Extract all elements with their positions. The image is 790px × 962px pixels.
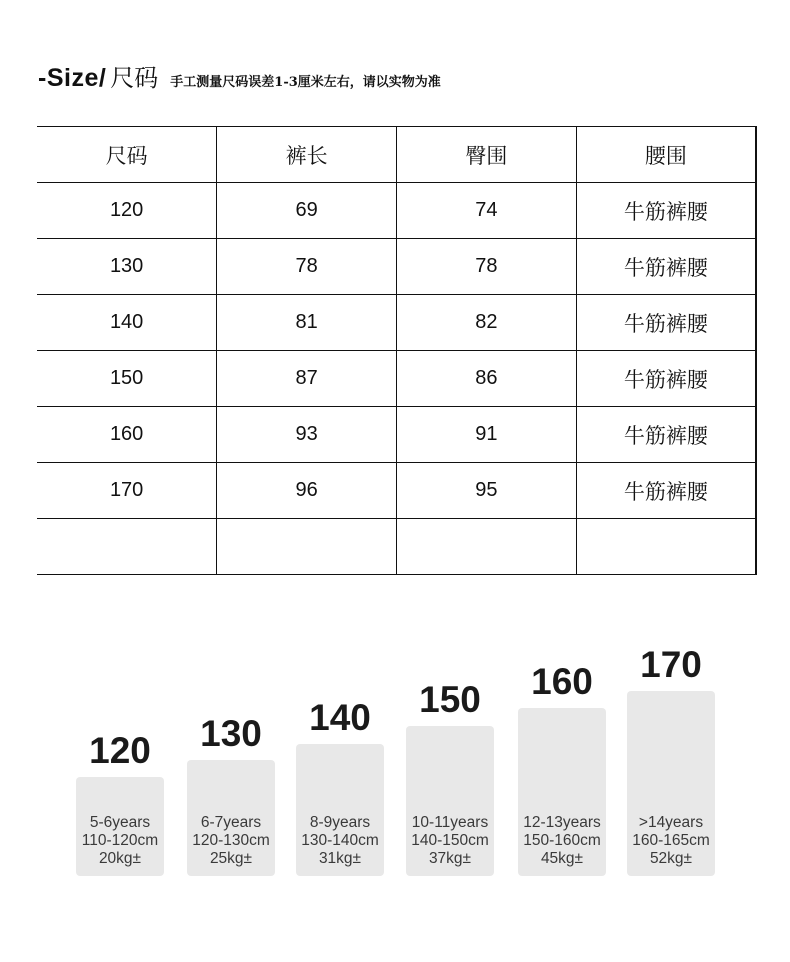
cell-hip: 74 bbox=[397, 183, 577, 239]
size-guide-weight: 45kg± bbox=[540, 850, 584, 867]
cell-waist: 牛筋裤腰 bbox=[576, 407, 756, 463]
cell-length: 87 bbox=[217, 351, 397, 407]
cell-size: 120 bbox=[37, 183, 217, 239]
size-guide-weight: 37kg± bbox=[428, 850, 472, 867]
size-guide-number: 140 bbox=[309, 697, 371, 738]
size-guide-weight: 20kg± bbox=[98, 850, 142, 867]
cell-waist: 牛筋裤腰 bbox=[576, 351, 756, 407]
size-guide-info bbox=[177, 814, 285, 868]
size-guide-box bbox=[76, 777, 164, 876]
size-guide-age: 8-9years bbox=[309, 814, 371, 831]
size-guide-number: 160 bbox=[531, 661, 593, 702]
size-guide-age: 10-11years bbox=[411, 814, 489, 831]
size-guide-info bbox=[286, 814, 394, 868]
size-guide-height: 130-140cm bbox=[301, 832, 379, 849]
size-guide-info bbox=[508, 814, 616, 868]
size-guide-height: 120-130cm bbox=[192, 832, 270, 849]
column-header-waist: 腰围 bbox=[576, 127, 756, 183]
size-guide-weight: 52kg± bbox=[649, 850, 693, 867]
cell-hip: 86 bbox=[397, 351, 577, 407]
cell-waist: 牛筋裤腰 bbox=[576, 239, 756, 295]
size-guide-height: 110-120cm bbox=[81, 832, 159, 849]
column-header-size: 尺码 bbox=[37, 127, 217, 183]
cell-size: 130 bbox=[37, 239, 217, 295]
cell-hip: 91 bbox=[397, 407, 577, 463]
cell-length: 78 bbox=[217, 239, 397, 295]
size-guide-number: 130 bbox=[200, 713, 262, 754]
size-guide-age: 12-13years bbox=[523, 814, 601, 831]
size-guide-age: 5-6years bbox=[89, 814, 151, 831]
size-guide-info bbox=[617, 814, 725, 868]
cell-waist: 牛筋裤腰 bbox=[576, 183, 756, 239]
size-guide-age: 6-7years bbox=[200, 814, 262, 831]
cell-length: 69 bbox=[217, 183, 397, 239]
cell-size: 170 bbox=[37, 463, 217, 519]
cell-waist: 牛筋裤腰 bbox=[576, 295, 756, 351]
cell-waist: 牛筋裤腰 bbox=[576, 463, 756, 519]
size-guide-info bbox=[66, 814, 174, 868]
size-guide-box bbox=[406, 726, 494, 876]
size-guide-age: >14years bbox=[638, 814, 704, 831]
column-header-length: 裤长 bbox=[217, 127, 397, 183]
measurement-note: 手工测量尺码误差1-3厘米左右，请以实物为准 bbox=[170, 75, 441, 90]
size-guide-box bbox=[187, 760, 275, 876]
cell-hip: 82 bbox=[397, 295, 577, 351]
cell-size: 160 bbox=[37, 407, 217, 463]
size-guide-height: 140-150cm bbox=[411, 832, 489, 849]
title-english: -Size/ bbox=[38, 64, 107, 92]
size-guide-number: 150 bbox=[419, 679, 481, 720]
cell-size: 150 bbox=[37, 351, 217, 407]
column-header-hip: 臀围 bbox=[397, 127, 577, 183]
size-guide-number: 170 bbox=[640, 644, 702, 685]
size-guide-box bbox=[627, 691, 715, 876]
size-guide-number: 120 bbox=[89, 730, 151, 771]
cell-hip: 78 bbox=[397, 239, 577, 295]
size-guide-height: 150-160cm bbox=[523, 832, 601, 849]
size-guide-weight: 25kg± bbox=[209, 850, 253, 867]
cell-length: 93 bbox=[217, 407, 397, 463]
cell-length: 81 bbox=[217, 295, 397, 351]
cell-length: 96 bbox=[217, 463, 397, 519]
cell-hip: 95 bbox=[397, 463, 577, 519]
size-guide-info bbox=[396, 814, 504, 868]
size-guide-height: 160-165cm bbox=[632, 832, 710, 849]
size-guide-box bbox=[518, 708, 606, 876]
size-guide-box bbox=[296, 744, 384, 876]
size-guide-weight: 31kg± bbox=[318, 850, 362, 867]
title-chinese: 尺码 bbox=[110, 64, 159, 92]
cell-size: 140 bbox=[37, 295, 217, 351]
